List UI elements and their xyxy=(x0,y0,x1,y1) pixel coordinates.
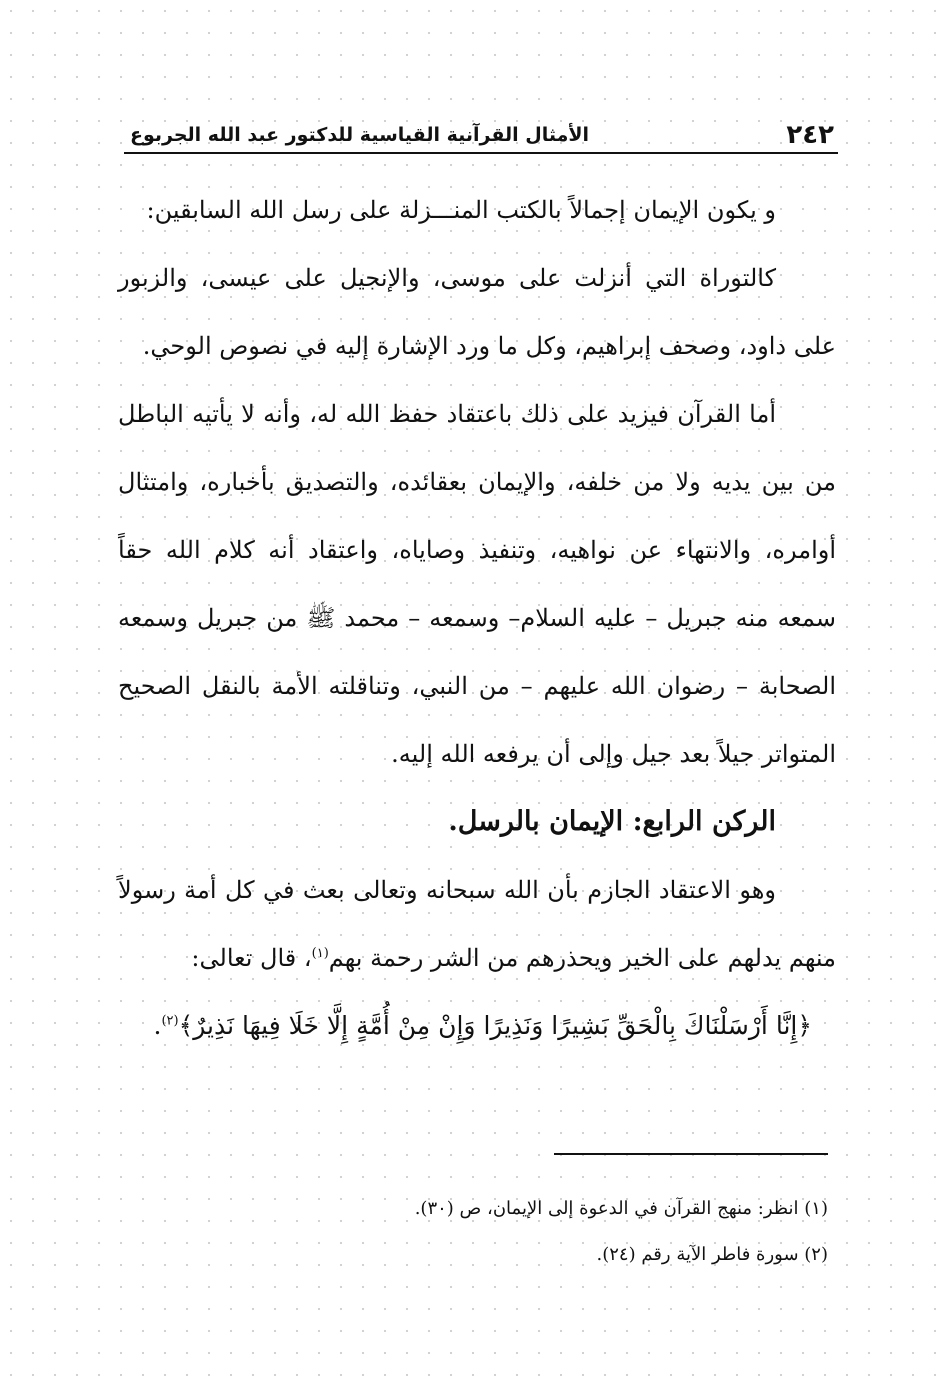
page-number: ٢٤٢ xyxy=(786,120,834,150)
paragraph-3: أما القرآن فيزيد على ذلك باعتقاد حفظ الله له، وأنه لا يأتيه الباطل من بين يديه ولا من خلفه، والإيمان بعقائده، والتصديق بأخباره، وامتثال أوامره، والانتهاء عن نواهيه، وتنفيذ وصاياه، واعتقاد أنه كلام الله حقاً سمعه منه جبريل – عليه السلام– وسمعه – محمد ﷺ من جبريل وسمعه الصحابة – رضوان الله عليهم – من النبي، وتناقلته الأمة بالنقل الصحيح المتواتر جيلاً بعد جيل وإلى أن يرفعه الله إليه. xyxy=(118,400,836,768)
verse-tail: . xyxy=(153,1011,162,1040)
footnotes xyxy=(300,1186,828,1278)
paragraph-1: و يكون الإيمان إجمالاً بالكتب المنـــزلة على رسل الله السابقين: xyxy=(146,196,776,224)
verse-text: ﴿إِنَّا أَرْسَلْنَاكَ بِالْحَقِّ بَشِيرًا وَنَذِيرًا وَإِنْ مِنْ أُمَّةٍ إِلَّا خَلَا فِيهَا نَذِيرٌ﴾ xyxy=(178,1011,812,1040)
footnote-1: (١) انظر: منهج القرآن في الدعوة إلى الإيمان، ص (٣٠). xyxy=(414,1198,828,1219)
paragraph-2: كالتوراة التي أنزلت على موسى، والإنجيل على عيسى، والزبور على داود، وصحف إبراهيم، وكل ما ورد الإشارة إليه في نصوص الوحي. xyxy=(118,264,836,360)
footnote-separator xyxy=(554,1153,828,1155)
footnote-ref-2: (٢) xyxy=(161,1013,179,1029)
footnote-2: (٢) سورة فاطر الآية رقم (٢٤). xyxy=(596,1244,828,1265)
paragraph-4-tail: ، قال تعالى: xyxy=(191,944,312,972)
quran-verse xyxy=(118,992,836,1060)
section-heading: الركن الرابع: الإيمان بالرسل. xyxy=(448,806,776,837)
paragraph-4-text: وهو الاعتقاد الجازم بأن الله سبحانه وتعالى بعث في كل أمة رسولاً منهم يدلهم على الخير ويحذرهم من الشر رحمة بهم xyxy=(118,876,836,972)
body-text xyxy=(118,176,836,1060)
page-header xyxy=(124,118,838,154)
paragraph-4 xyxy=(118,856,836,992)
running-title: الأمثال القرآنية القياسية للدكتور عبد الله الجربوع xyxy=(130,124,590,146)
footnote-ref-1: (١) xyxy=(311,946,329,961)
